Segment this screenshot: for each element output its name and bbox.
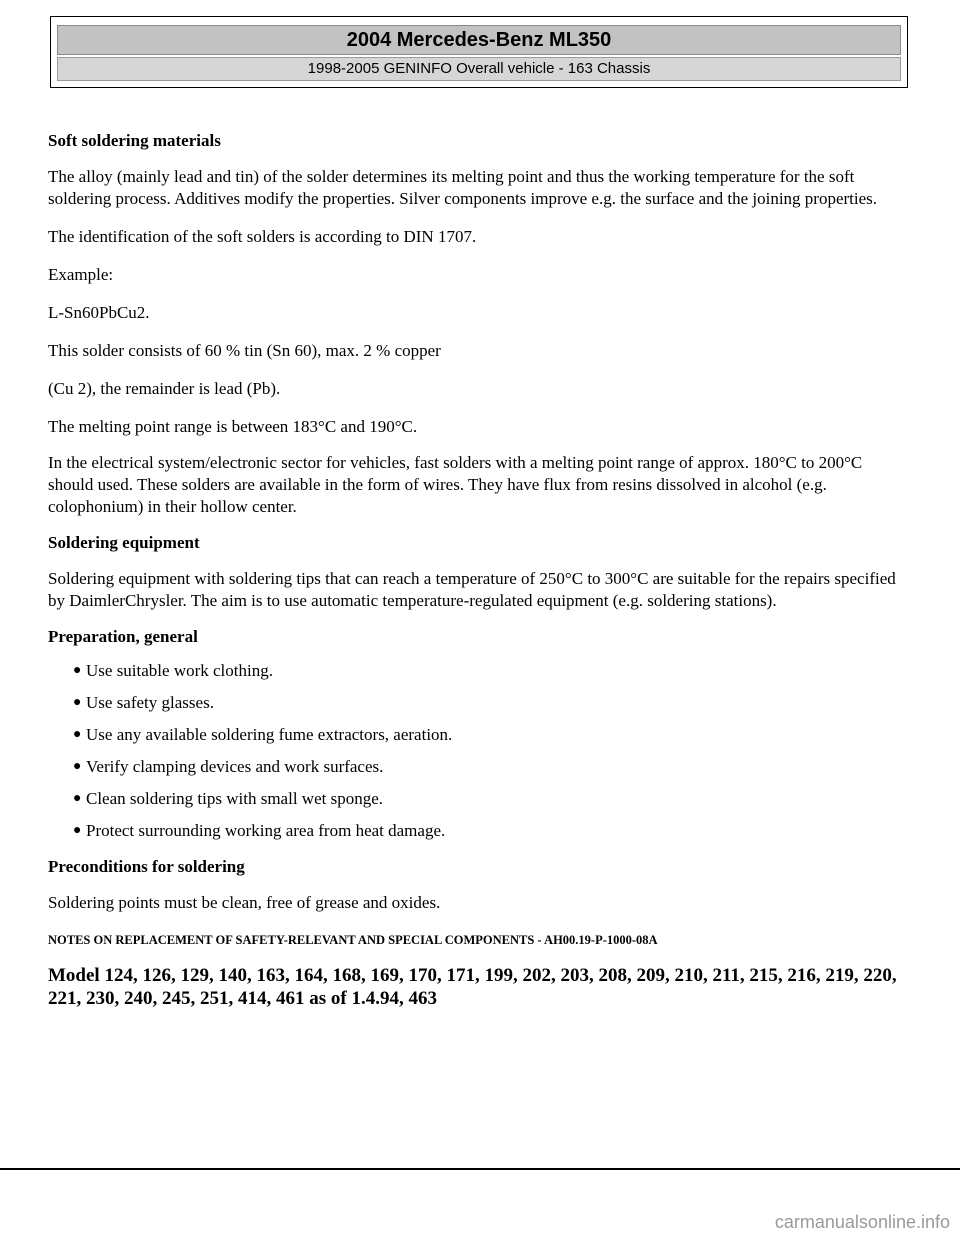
- bullet-icon: ●: [73, 759, 82, 774]
- paragraph-preconditions: Soldering points must be clean, free of grease and oxides.: [48, 893, 441, 912]
- paragraph-electrical: In the electrical system/electronic sector for vehicles, fast solders with a melting point range of approx. 180°C to 200°C should used. These solders are available in the form of wires. They have flux from resins dissolved in alcohol (e.g. colophonium) in their hollow center.: [48, 453, 863, 516]
- list-item: ● Clean soldering tips with small wet sponge.: [73, 789, 383, 808]
- header-subtitle: 1998-2005 GENINFO Overall vehicle - 163 Chassis: [57, 57, 901, 81]
- heading-soft-soldering: Soft soldering materials: [48, 131, 221, 150]
- paragraph-equipment: Soldering equipment with soldering tips that can reach a temperature of 250°C to 300°C are suitable for the repairs specified by DaimlerChrysler. The aim is to use automatic temperature-regulated equipment (e.g. soldering stations).: [48, 569, 896, 610]
- list-item: ● Protect surrounding working area from heat damage.: [73, 821, 446, 840]
- header-title: 2004 Mercedes-Benz ML350: [57, 25, 901, 55]
- footer-divider: [0, 1168, 960, 1170]
- bullet-icon: ●: [73, 663, 82, 678]
- bullet-icon: ●: [73, 727, 82, 742]
- paragraph-example: Example:: [48, 265, 114, 284]
- paragraph-remainder: (Cu 2), the remainder is lead (Pb).: [48, 379, 281, 398]
- heading-preparation: Preparation, general: [48, 627, 198, 646]
- list-item: ● Use suitable work clothing.: [73, 661, 273, 680]
- document-body: [48, 130, 910, 1010]
- page-header: [50, 16, 908, 88]
- paragraph-melting-point: The melting point range is between 183°C and 190°C.: [48, 417, 418, 436]
- model-list-heading: Model 124, 126, 129, 140, 163, 164, 168, 169, 170, 171, 199, 202, 203, 208, 209, 210, 211, 215, 216, 219, 220, 221, 230, 240, 245, 251, 414, 461 as of 1.4.94, 463: [48, 965, 897, 1009]
- list-item: ● Verify clamping devices and work surfaces.: [73, 757, 384, 776]
- section-notes-heading: NOTES ON REPLACEMENT OF SAFETY-RELEVANT AND SPECIAL COMPONENTS - AH00.19-P-1000-08A: [48, 933, 658, 947]
- list-item: ● Use any available soldering fume extractors, aeration.: [73, 725, 453, 744]
- bullet-icon: ●: [73, 695, 82, 710]
- paragraph-solder-code: L-Sn60PbCu2.: [48, 303, 150, 322]
- preparation-list: [48, 660, 910, 842]
- list-item: ● Use safety glasses.: [73, 693, 214, 712]
- watermark: carmanualsonline.info: [774, 1212, 950, 1232]
- paragraph-identification: The identification of the soft solders is according to DIN 1707.: [48, 227, 477, 246]
- heading-soldering-equipment: Soldering equipment: [48, 533, 200, 552]
- heading-preconditions: Preconditions for soldering: [48, 857, 245, 876]
- paragraph-composition: This solder consists of 60 % tin (Sn 60), max. 2 % copper: [48, 341, 441, 360]
- bullet-icon: ●: [73, 791, 82, 806]
- bullet-icon: ●: [73, 823, 82, 838]
- paragraph-alloy: The alloy (mainly lead and tin) of the solder determines its melting point and thus the working temperature for the soft soldering process. Additives modify the properties. Silver components improve e.g. the surface and the joining properties.: [48, 167, 878, 208]
